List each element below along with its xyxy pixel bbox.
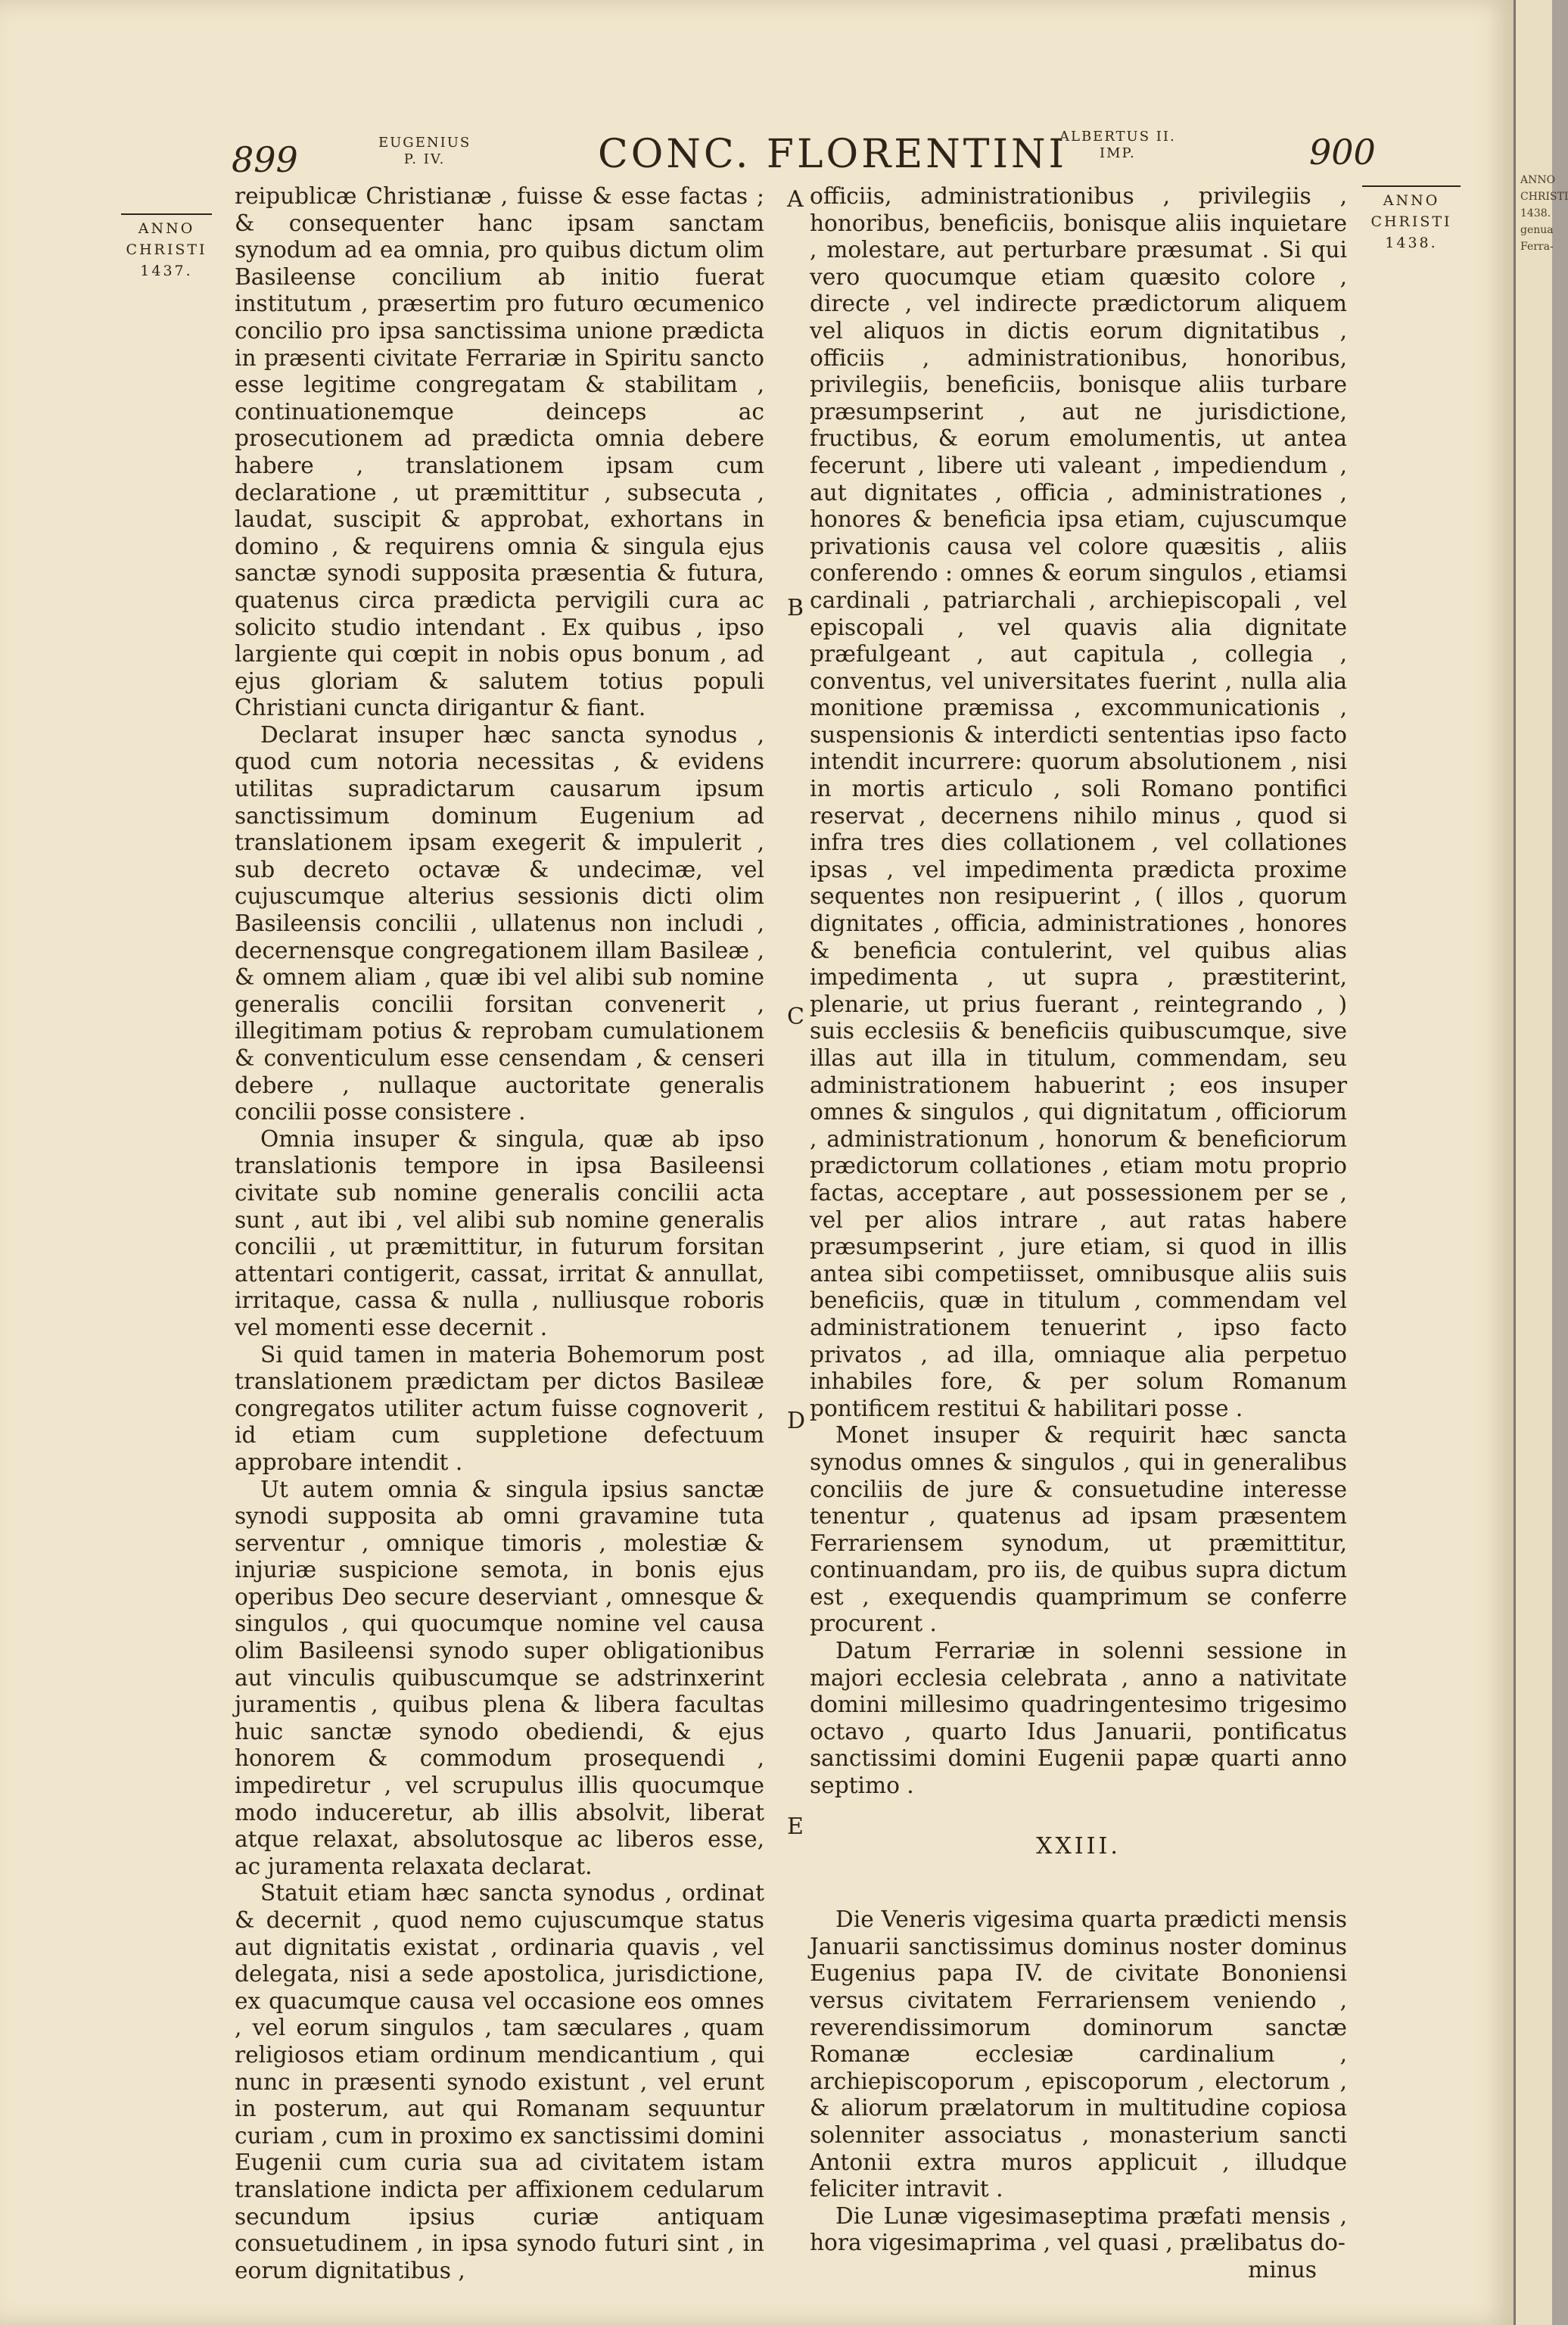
margin-line: 1438. bbox=[1385, 235, 1438, 251]
paragraph: Omnia insuper & singula, quæ ab ipso translationis tempore in ipsa Basileensi civitate sub nomine generalis concilii acta sunt , aut ibi , vel alibi sub nomine generalis concilii , ut præmittitur, in futurum forsitan attentari contigerit, cassat, irritat & annullat, irritaque, cassa & nulla , nulliusque roboris vel momenti esse decernit . bbox=[235, 1125, 764, 1340]
margin-line: 1437. bbox=[140, 263, 193, 279]
right-column bbox=[810, 183, 1347, 2284]
paragraph: Declarat insuper hæc sancta synodus , quod cum notoria necessitas , & evidens utilitas supradictarum causarum ipsum sanctissimum dominum Eugenium ad translationem ipsam exegerit & impulerit , sub decreto octavæ & undecimæ, vel cujuscumque alterius sessionis dicti olim Basileensis concilii , ullatenus non includi , decernensque congregationem illam Basileæ , & omnem aliam , quæ ibi vel alibi sub nomine generalis concilii forsitan convenerit , illegitimam potius & reprobam cumulationem & conventiculum esse censendam , & censeri debere , nullaque auctoritate generalis concilii posse consistere . bbox=[235, 721, 764, 1125]
adjacent-page-fragment: genua bbox=[1520, 224, 1554, 236]
running-head-left-line: P. IV. bbox=[403, 151, 446, 167]
paragraph: reipublicæ Christianæ , fuisse & esse factas ; & consequenter hanc ipsam sanctam synodum ad ea omnia, pro quibus dictum olim Basileense concilium ab initio fuerat institutum , præsertim pro futuro œcumenico concilio pro ipsa sanctissima unione prædicta in præsenti civitate Ferrariæ in Spiritu sancto esse legitime congregatam & stabilitam , continuationemque deinceps ac prosecutionem ad prædicta omnia debere habere , translationem ipsam cum declaratione , ut præmittitur , subsecuta , laudat, suscipit & approbat, exhortans in domino , & requirens omnia & singula ejus sanctæ synodi supposita præsentia & futura, quatenus circa prædicta pervigili cura ac solicito studio intendant . Ex quibus , ipso largiente qui cœpit in nobis opus bonum , ad ejus gloriam & salutem totius populi Christiani cuncta dirigantur & fiant. bbox=[235, 183, 764, 721]
paragraph: officiis, administrationibus , privilegiis , honoribus, beneficiis, bonisque aliis inquietare , molestare, aut perturbare præsumat . Si qui vero quocumque etiam quæsito colore , directe , vel indirecte prædictorum aliquem vel aliquos in dictis eorum dignitatibus , officiis , administrationibus, honoribus, privilegiis, beneficiis, bonisque aliis turbare præsumpserint , aut ne jurisdictione, fructibus, & eorum emolumentis, ut antea fecerunt , libere uti valeant , impediendum , aut dignitates , officia , administrationes , honores & beneficia ipsa etiam, cujuscumque privationis causa vel colore quæsitis , aliis conferendo : omnes & eorum singulos , etiamsi cardinali , patriarchali , archiepiscopali , vel episcopali , vel quavis alia dignitate præfulgeant , aut capitula , collegia , conventus, vel universitates fuerint , nulla alia monitione præmissa , excommunicationis , suspensionis & interdicti sententias ipso facto intendit incurrere: quorum absolutionem , nisi in mortis articulo , soli Romano pontifici reservat , decernens nihilo minus , quod si infra tres dies collationem , vel collationes ipsas , vel impedimenta prædicta proxime sequentes non resipuerint , ( illos , quorum dignitates , officia, administrationes , honores & beneficia contulerint, vel quibus alias impedimenta , ut supra , præstiterint, plenarie, ut prius fuerant , reintegrando , ) suis ecclesiis & beneficiis quibuscumque, sive illas aut illa in titulum, commendam, seu administrationem habuerint ; eos insuper omnes & singulos , qui dignitatum , officiorum , administrationum , honorum & beneficiorum prædictorum collationes , etiam motu proprio factas, acceptare , aut possessionem per se , vel per alios intrare , aut ratas habere præsumpserint , jure etiam, si quod in illis antea sibi competiisset, omnibusque aliis suis beneficiis, quæ in titulum , commendam vel administrationem tenuerint , ipso facto privatos , ad illa, omniaque alia perpetuo inhabiles fore, & per solum Romanum pontificem restitui & habilitari posse . bbox=[810, 183, 1347, 1421]
margin-line: ANNO bbox=[138, 220, 195, 237]
paragraph: Die Lunæ vigesimaseptima præfati mensis , hora vigesimaprima , vel quasi , prælibatus do- bbox=[810, 2202, 1347, 2256]
margin-line: CHRISTI bbox=[1370, 213, 1452, 230]
paragraph: Statuit etiam hæc sancta synodus , ordinat & decernit , quod nemo cujuscumque status aut dignitatis existat , ordinaria quavis , vel delegata, nisi a sede apostolica, jurisdictione, ex quacumque causa vel occasione eos omnes , vel eorum singulos , tam sæculares , quam religiosos etiam ordinum mendicantium , qui nunc in præsenti synodo existunt , vel erunt in posterum, aut qui Romanam sequuntur curiam , cum in proximo ex sanctissimi domini Eugenii cum curia sua ad civitatem istam translatione indicta per affixionem cedularum secundum ipsius curiæ antiquam consuetudinem , in ipsa synodo futuri sint , in eorum dignitatibus , bbox=[235, 1880, 764, 2283]
margin-year-left bbox=[121, 213, 212, 282]
margin-line: CHRISTI bbox=[126, 241, 207, 258]
running-head-right-line: ALBERTUS II. bbox=[1059, 129, 1176, 145]
section-letter-e: E bbox=[787, 1813, 804, 1840]
page-number-right: 900 bbox=[1309, 132, 1376, 173]
paragraph: Ut autem omnia & singula ipsius sanctæ synodi supposita ab omni gravamine tuta serventur , omnique timoris , molestiæ & injuriæ suspicione semota, in bonis ejus operibus Deo secure deserviant , omnesque & singulos , qui quocumque nomine vel causa olim Basileensi synodo super obligationibus aut vinculis quibuscumque se adstrinxerint juramentis , quibus plena & libera facultas huic sanctæ synodo obediendi, & ejus honorem & commodum prosequendi , impediretur , vel scrupulus illis quocumque modo induceretur, ab illis absolvit, liberat atque relaxat, absolutosque ac liberos esse, ac juramenta relaxata declarat. bbox=[235, 1476, 764, 1879]
running-head-right-line: IMP. bbox=[1100, 145, 1136, 161]
running-head-left bbox=[378, 135, 471, 168]
paragraph: Monet insuper & requirit hæc sancta synodus omnes & singulos , qui in generalibus conciliis de jure & consuetudine interesse tenentur , quatenus ad ipsam præsentem Ferrariensem synodum, ut præmittitur, continuandam, pro iis, de quibus supra dictum est , exequendis quamprimum se conferre procurent . bbox=[810, 1422, 1347, 1637]
page-title: CONC. FLORENTINI bbox=[598, 132, 1068, 177]
adjacent-page-edge bbox=[1514, 0, 1568, 2325]
adjacent-page-fragment: Ferra- bbox=[1520, 241, 1554, 253]
section-heading: XXIII. bbox=[1036, 1832, 1121, 1860]
section-letter-b: B bbox=[787, 595, 804, 621]
adjacent-page-fragment: ANNO bbox=[1520, 174, 1556, 186]
catchword: minus bbox=[1248, 2256, 1317, 2283]
running-head-right bbox=[1059, 129, 1176, 162]
section-letter-d: D bbox=[787, 1408, 806, 1434]
paragraph: Datum Ferrariæ in solenni sessione in majori ecclesia celebrata , anno a nativitate domini millesimo quadringentesimo trigesimo octavo , quarto Idus Januarii, pontificatus sanctissimi domini Eugenii papæ quarti anno septimo . bbox=[810, 1638, 1347, 1799]
adjacent-page-fragment: 1438. bbox=[1520, 207, 1551, 219]
running-head-left-line: EUGENIUS bbox=[378, 135, 471, 151]
paragraph: Die Veneris vigesima quarta prædicti mensis Januarii sanctissimus dominus noster dominus Eugenius papa IV. de civitate Bononiensi versus civitatem Ferrariensem veniendo , reverendissimorum dominorum sanctæ Romanæ ecclesiæ cardinalium , archiepiscoporum , episcoporum , electorum , & aliorum prælatorum in multitudine copiosa solenniter associatus , monasterium sancti Antonii extra muros applicuit , illudque feliciter intravit . bbox=[810, 1906, 1347, 2202]
adjacent-page-fragment: CHRISTI bbox=[1520, 191, 1568, 203]
margin-year-right bbox=[1362, 185, 1461, 254]
margin-line: ANNO bbox=[1383, 192, 1440, 209]
section-letter-a: A bbox=[787, 186, 804, 213]
section-letter-c: C bbox=[787, 1004, 804, 1030]
paragraph: Si quid tamen in materia Bohemorum post translationem prædictam per dictos Basileæ congregatos utiliter actum fuisse cognoverit , id etiam cum suppletione defectuum approbare intendit . bbox=[235, 1341, 764, 1475]
left-column bbox=[235, 183, 764, 2284]
page-number-left: 899 bbox=[232, 139, 298, 180]
